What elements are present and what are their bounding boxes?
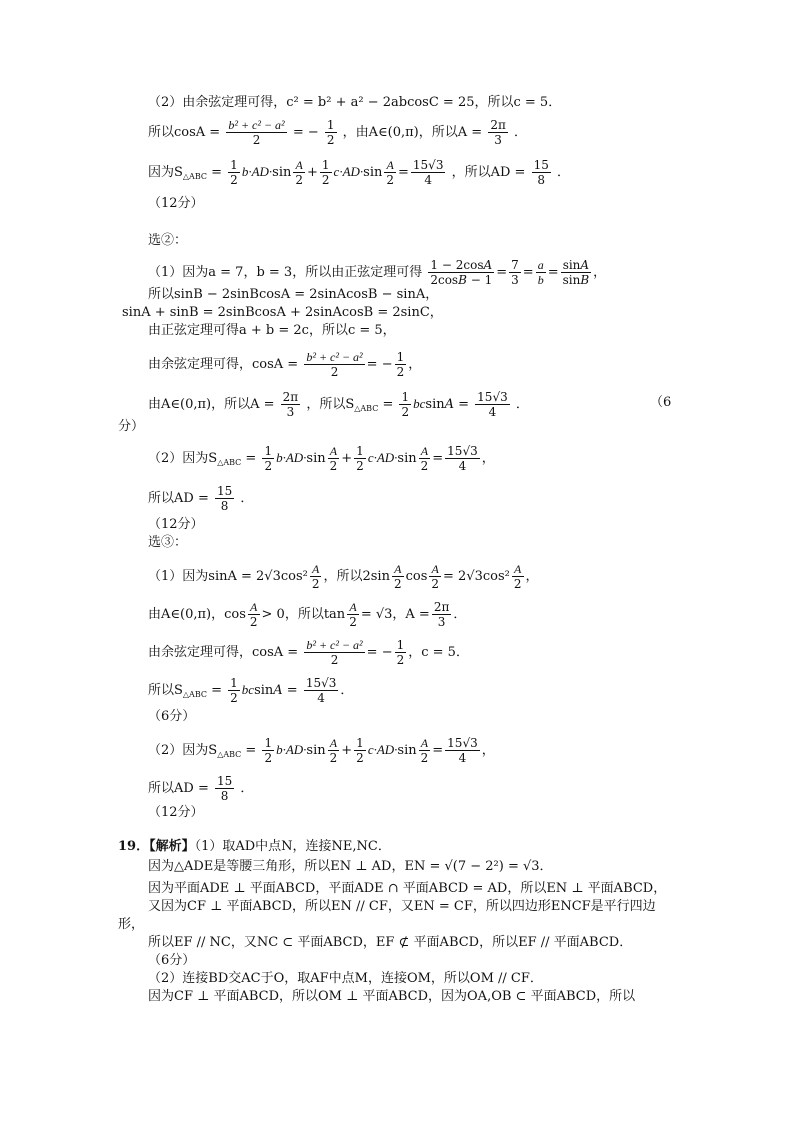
text-line-7: 所以sinB − 2sinBcosA = 2sinAcosB − sinA， xyxy=(148,287,439,302)
text-line-26: 因为△ADE是等腰三角形，所以EN ⊥ AD，EN = √(7 − 2²) = √3． xyxy=(148,859,553,874)
text-line-3: 因为$S_{\triangle ABC}$ = $\frac{1}{2}$ b·AD·sin $\frac{A}{2}$ + $\frac{1}{2}$ c·AD·sin $\frac{A}{2}$ = $\frac{15√3}{4}$ ，所以AD = $\frac{15}{8}$ ． xyxy=(148,158,571,187)
text-line-28: 又因为CF ⊥ 平面ABCD，所以EN // CF，又EN = CF，所以四边形ENCF是平行四边 xyxy=(148,899,656,914)
text-line-25: 19．【解析】（1）取AD中点N，连接NE,NC． xyxy=(118,839,391,854)
text-line-11: 由A∈(0,π)，所以A = $\frac{2\pi}{3}$ ，所以$S_{\triangle ABC}$ = $\frac{1}{2}$ bcsinA = $\frac{15√3}{4}$ ． xyxy=(148,390,529,419)
text-line-17: （1）因为sinA = 2√3cos² $\frac{A}{2}$ ，所以2sin $\frac{A}{2}$ cos $\frac{A}{2}$ = 2√3cos² $\frac{A}{2}$ ， xyxy=(148,562,539,591)
text-line-18: 由A∈(0,π)，cos $\frac{A}{2}$ > 0，所以tan $\frac{A}{2}$ = √3，A = $\frac{2\pi}{3}$ ． xyxy=(148,600,467,629)
text-line-22: （2）因为$S_{\triangle ABC}$ = $\frac{1}{2}$ b·AD·sin $\frac{A}{2}$ + $\frac{1}{2}$ c·AD·sin $\frac{A}{2}$ = $\frac{15√3}{4}$ ， xyxy=(148,736,495,765)
text-line-16: 选③： xyxy=(148,535,188,550)
text-line-13: （2）因为$S_{\triangle ABC}$ = $\frac{1}{2}$ b·AD·sin $\frac{A}{2}$ + $\frac{1}{2}$ c·AD·sin $\frac{A}{2}$ = $\frac{15√3}{4}$ ， xyxy=(148,444,495,473)
text-line-10: 由余弦定理可得，cosA = $\frac{\text{b² + c² − a²}}{2}$ = − $\frac{1}{2}$ ， xyxy=(148,350,422,379)
text-line-23: 所以AD = $\frac{15}{8}$ ． xyxy=(148,774,254,803)
text-line-15: （12分） xyxy=(148,517,204,532)
text-line-27: 因为平面ADE ⊥ 平面ABCD，平面ADE ∩ 平面ABCD = AD，所以EN ⊥ 平面ABCD， xyxy=(148,881,667,896)
text-line-19: 由余弦定理可得，cosA = $\frac{\text{b² + c² − a²}}{2}$ = − $\frac{1}{2}$ ，c = 5． xyxy=(148,638,469,667)
text-line-31: （6分） xyxy=(148,953,196,968)
text-line-21: （6分） xyxy=(148,709,196,724)
text-line-6: （1）因为a = 7，b = 3，所以由正弦定理可得 $\frac{1 - 2\cos A}{2\cos B - 1}$ = $\frac{7}{3}$ = $\frac{a}{b}$ = $\frac{\sin A}{\sin B}$ ， xyxy=(148,258,607,287)
text-line-20: 所以$S_{\triangle ABC}$ = $\frac{1}{2}$ bcsinA = $\frac{15√3}{4}$ ． xyxy=(148,676,354,705)
text-line-1: （2）由余弦定理可得，c² = b² + a² − 2abcosC = 25，所以c = 5． xyxy=(148,95,562,110)
text-line-12: 分） xyxy=(118,419,145,434)
text-line-32: （2）连接BD交AC于O，取AF中点M，连接OM，所以OM // CF． xyxy=(148,971,543,986)
text-line-2: 所以cosA = $\frac{\text{b² + c² − a²}}{2}$ = − $\frac{1}{2}$ ，由A∈(0,π)，所以A = $\frac{2\pi}{3}$ ． xyxy=(148,118,527,147)
text-line-14: 所以AD = $\frac{15}{8}$ ． xyxy=(148,484,254,513)
text-line-4: （12分） xyxy=(148,196,204,211)
text-line-33: 因为CF ⊥ 平面ABCD，所以OM ⊥ 平面ABCD，因为OA,OB ⊂ 平面ABCD，所以 xyxy=(148,989,636,1004)
text-line-29: 形， xyxy=(118,917,145,932)
text-line-30: 所以EF // NC，又NC ⊂ 平面ABCD，EF ⊄ 平面ABCD，所以EF // 平面ABCD． xyxy=(148,935,633,950)
text-line-9: 由正弦定理可得a + b = 2c，所以c = 5， xyxy=(148,323,396,338)
text-line-8: sinA + sinB = 2sinBcosA + 2sinAcosB = 2sinC， xyxy=(122,305,443,320)
text-line-24: （12分） xyxy=(148,805,204,820)
text-line-5: 选②： xyxy=(148,233,188,248)
score-label: （6 xyxy=(650,395,672,410)
